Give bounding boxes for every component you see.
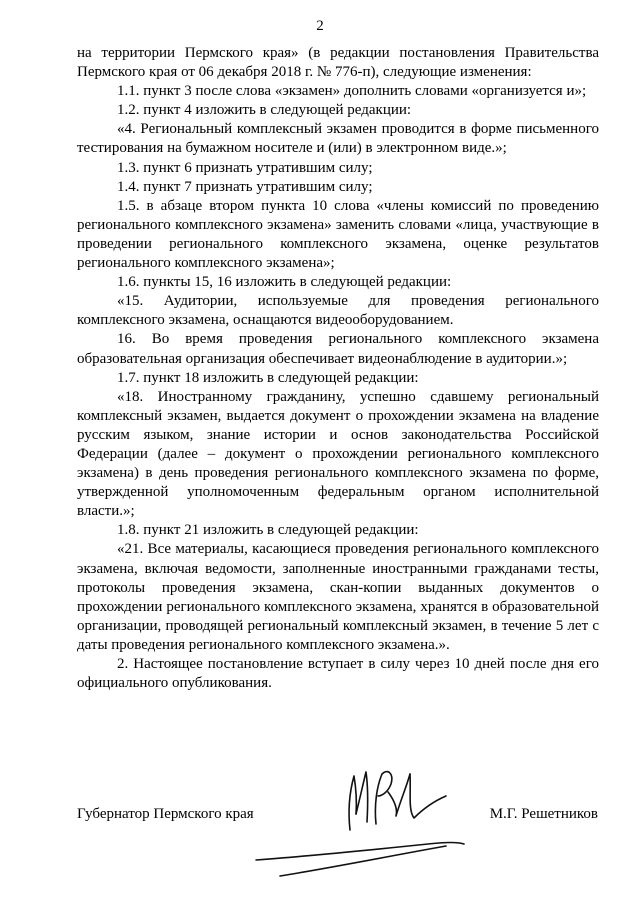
paragraph-1-3: 1.3. пункт 6 признать утратившим силу; <box>117 159 373 176</box>
paragraph-2: 2. Настоящее постановление вступает в силу через 10 дней после дня его официального опубликования. <box>77 656 599 692</box>
signatory-name: М.Г. Решетников <box>489 806 598 822</box>
paragraph-item-16: 16. Во время проведения регионального комплексного экзамена образовательная организация обеспечивает видеонаблюдение в аудитории.»; <box>77 331 599 367</box>
paragraph-item-15: «15. Аудитории, используемые для проведения регионального комплексного экзамена, оснащаются видеооборудованием. <box>77 293 599 329</box>
signature-block <box>0 800 640 880</box>
paragraph-1-1: 1.1. пункт 3 после слова «экзамен» дополнить словами «организуется и»; <box>117 83 587 100</box>
paragraph-intro: на территории Пермского края» (в редакции постановления Правительства Пермского края от 06 декабря 2018 г. № 776-п), следующие изменения: <box>77 45 599 81</box>
paragraph-1-7: 1.7. пункт 18 изложить в следующей редакции: <box>117 369 419 386</box>
paragraph-1-4: 1.4. пункт 7 признать утратившим силу; <box>117 178 373 195</box>
paragraph-item-4: «4. Региональный комплексный экзамен проводится в форме письменного тестирования на бумажном носителе и (или) в электронном виде.»; <box>77 121 599 157</box>
signatory-title: Губернатор Пермского края <box>77 806 254 822</box>
paragraph-1-2: 1.2. пункт 4 изложить в следующей редакции: <box>117 102 412 119</box>
page-number: 2 <box>316 18 324 34</box>
document-body <box>77 44 599 693</box>
handwritten-signature <box>250 752 470 882</box>
paragraph-1-8: 1.8. пункт 21 изложить в следующей редакции: <box>117 522 419 539</box>
paragraph-1-5: 1.5. в абзаце втором пункта 10 слова «члены комиссий по проведению регионального комплексного экзамена» заменить словами «лица, участвующие в проведении регионального комплексного экзамена, оценке результатов регионального комплексного экзамена»; <box>77 197 599 272</box>
paragraph-item-18: «18. Иностранному гражданину, успешно сдавшему региональный комплексный экзамен, выдается документ о прохождении экзамена на владение русским языком, знание истории и основ законодательства Российской Федерации (далее – документ о прохождении регионального комплексного экзамена) в день проведения регионального комплексного экзамена по форме, утвержденной уполномоченным федеральным органом исполнительной власти.»; <box>77 388 599 520</box>
paragraph-item-21: «21. Все материалы, касающиеся проведения регионального комплексного экзамена, включая ведомости, заполненные иностранными гражданами тесты, протоколы проведения экзамена, скан-копии выданных документов о прохождении регионального комплексного экзамена, хранятся в образовательной организации, проводящей региональный комплексный экзамен, в течение 5 лет с даты проведения регионального комплексного экзамена.». <box>77 541 599 653</box>
paragraph-1-6: 1.6. пункты 15, 16 изложить в следующей редакции: <box>117 274 452 291</box>
